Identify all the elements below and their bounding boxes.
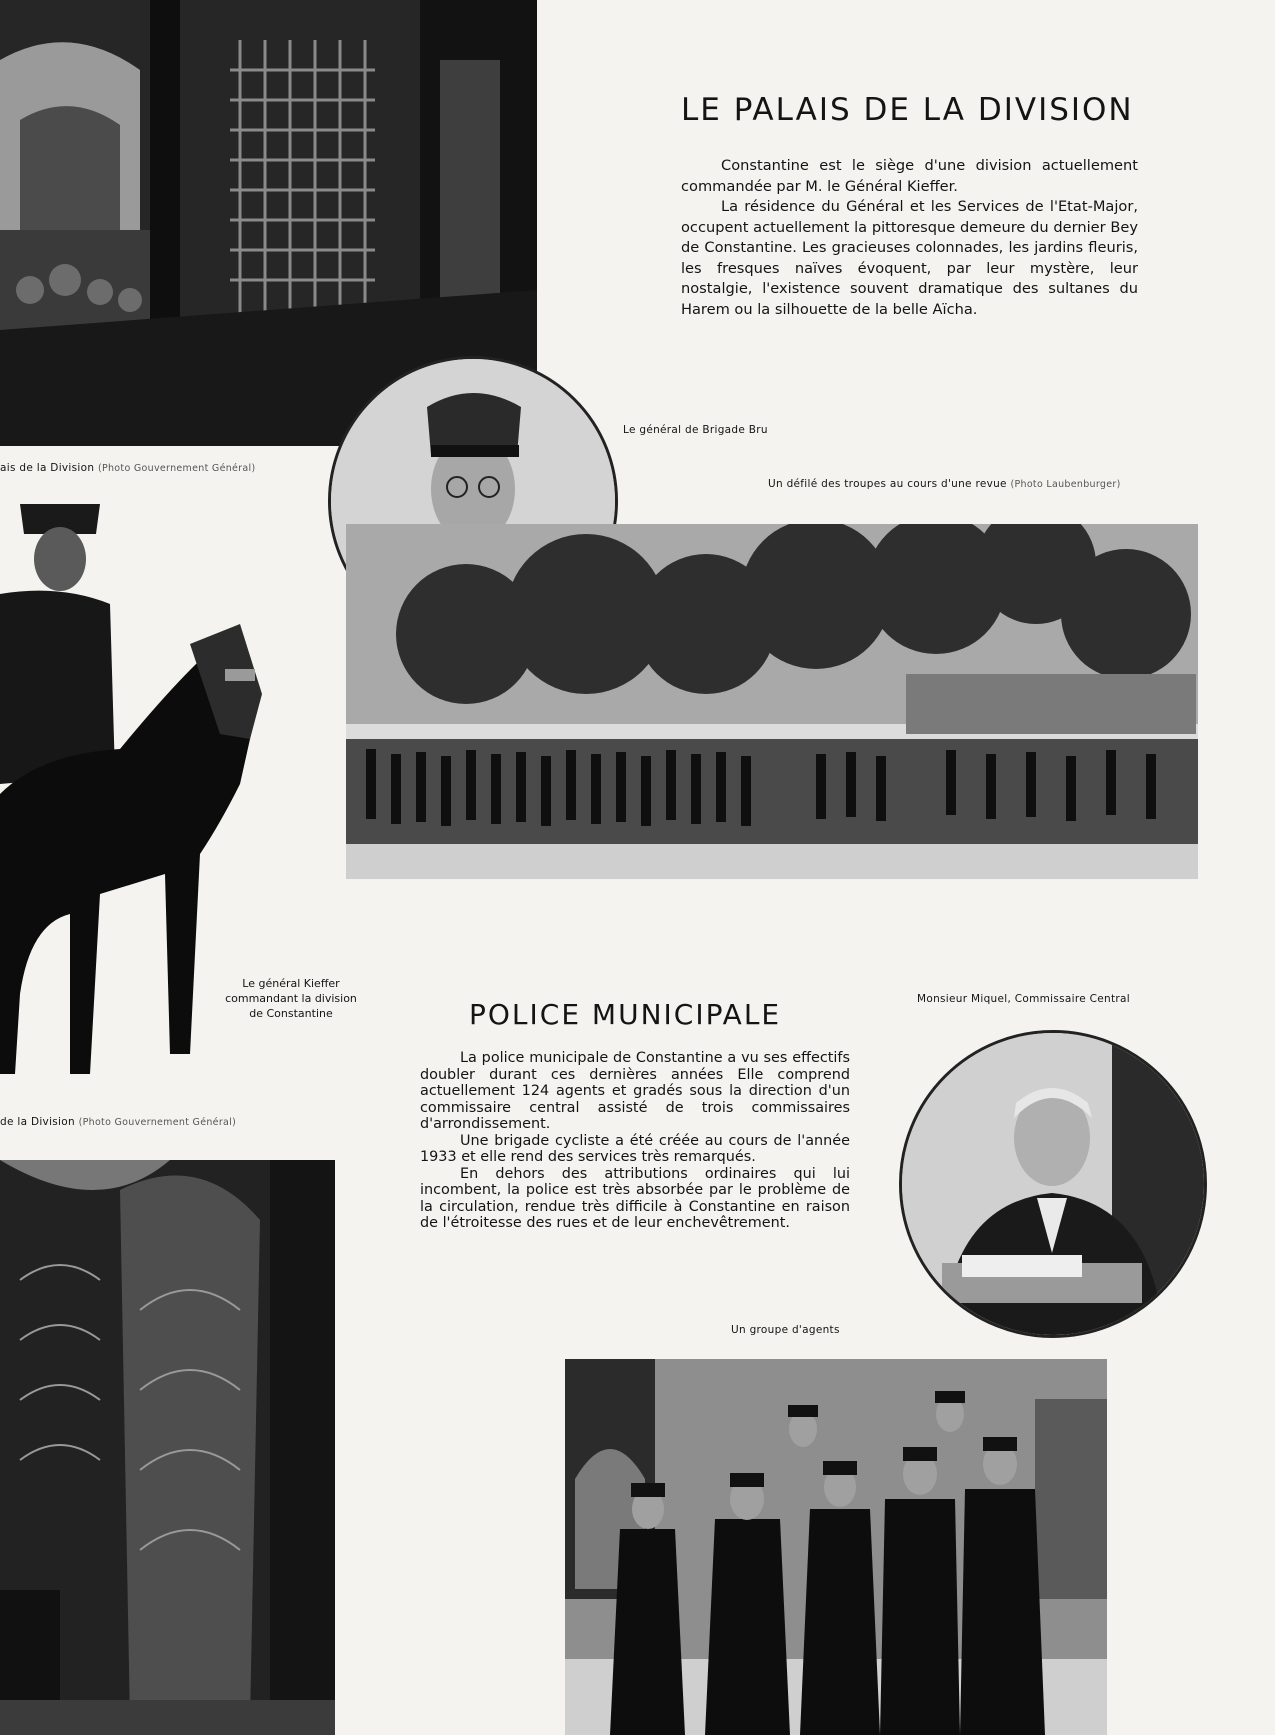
- general-bru-caption: Le général de Brigade Bru: [623, 424, 768, 436]
- miquel-portrait: [899, 1030, 1207, 1338]
- palais-paragraph-2: La résidence du Général et les Services de l'Etat-Major, occupent actuellement la pittoresque demeure du dernier Bey de Constantine. Les gracieuses colonnades, les jardins fleuris, les fresques naïves évoquent, par leur mystère, leur nostalgie, l'existence souvent dramatique des sultanes du Harem ou la silhouette de la belle Aïcha.: [681, 198, 1138, 318]
- defile-caption: [768, 478, 1121, 490]
- police-text: [420, 1050, 850, 1232]
- police-paragraph-2: Une brigade cycliste a été créée au cours de l'année 1933 et elle rend des services très remarqués.: [420, 1132, 850, 1165]
- kieffer-caption: [200, 976, 382, 1021]
- palais-photo-caption-text: ais de la Division: [0, 462, 95, 474]
- defile-caption-credit: (Photo Laubenburger): [1010, 479, 1121, 490]
- division-interior-photo: [0, 1160, 335, 1735]
- police-title: POLICE MUNICIPALE: [469, 998, 782, 1031]
- kieffer-caption-line-2: commandant la division: [225, 992, 357, 1005]
- miquel-caption: Monsieur Miquel, Commissaire Central: [917, 993, 1130, 1005]
- palais-text: [681, 156, 1138, 320]
- police-paragraph-3: En dehors des attributions ordinaires qui lui incombent, la police est très absorbée par le problème de la circulation, rendue très difficile à Constantine en raison de l'étroitesse des rues et de leur enchevêtrement.: [420, 1165, 850, 1231]
- palais-paragraph-1: Constantine est le siège d'une division actuellement commandée par M. le Général Kieffer.: [681, 157, 1138, 195]
- agents-group-photo: [565, 1359, 1107, 1735]
- kieffer-caption-line-1: Le général Kieffer: [242, 977, 340, 990]
- division-photo-credit: (Photo Gouvernement Général): [78, 1117, 237, 1128]
- agents-caption: Un groupe d'agents: [731, 1324, 840, 1336]
- palais-photo-caption: [0, 462, 255, 474]
- division-photo-caption-text: de la Division: [0, 1116, 75, 1128]
- defile-caption-text: Un défilé des troupes au cours d'une revue: [768, 478, 1007, 490]
- troop-parade-photo: [346, 524, 1198, 879]
- palais-title: LE PALAIS DE LA DIVISION: [681, 92, 1134, 128]
- police-paragraph-1: La police municipale de Constantine a vu ses effectifs doubler durant ces dernières années Elle comprend actuellement 124 agents et gradés sous la direction d'un commissaire central assisté de trois commissaires d'arrondissement.: [420, 1050, 850, 1132]
- kieffer-caption-line-3: de Constantine: [249, 1007, 333, 1020]
- palais-photo-credit: (Photo Gouvernement Général): [97, 463, 256, 474]
- division-photo-caption: [0, 1116, 236, 1128]
